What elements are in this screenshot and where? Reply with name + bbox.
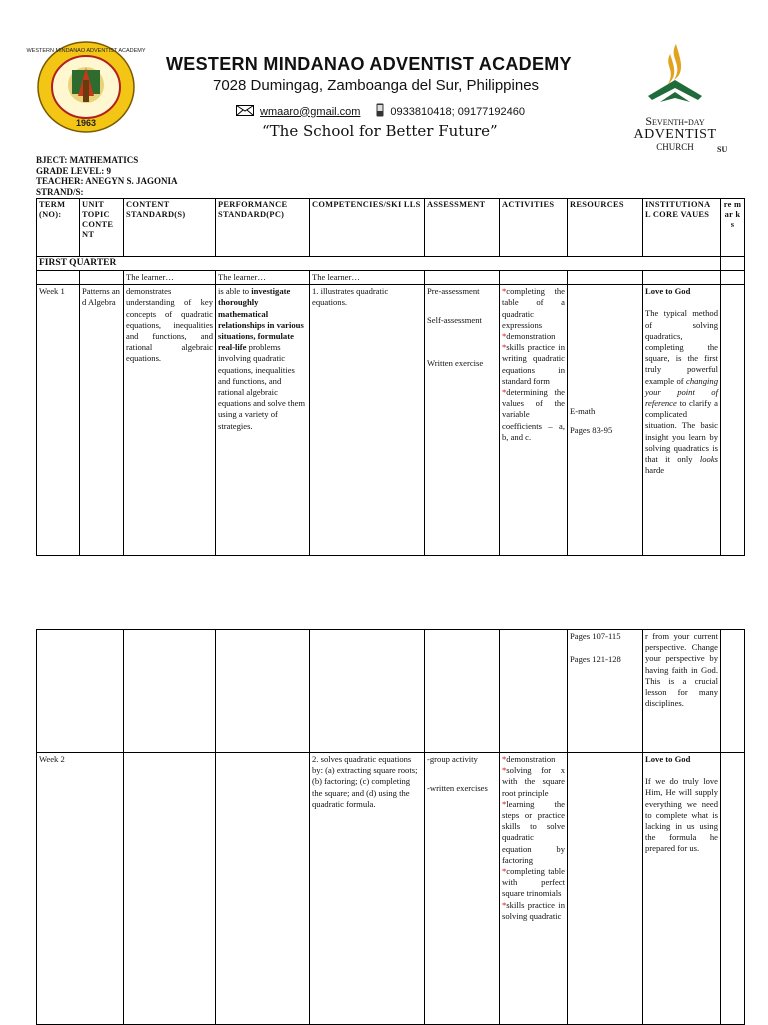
header-term: TERM (NO): xyxy=(37,199,80,257)
email-link[interactable]: wmaaro@gmail.com xyxy=(260,105,361,118)
learner-performance: The learner… xyxy=(216,271,310,285)
header-competencies: COMPETENCIES/SKI LLS xyxy=(310,199,425,257)
envelope-icon xyxy=(236,105,254,119)
week1-content: demonstrates understanding of key concepts of quadratic equations, inequalities and functions, and rational algebraic equations. xyxy=(124,285,216,556)
subject: BJECT: MATHEMATICS xyxy=(36,155,139,165)
week2-activities: *demonstration *solving for x with the square root principle *learning the steps or practice skills to solve quadratic equation by factoring *completing table with perfect square trinomials *skills practice in solving quadratic xyxy=(500,753,568,1025)
school-seal-icon xyxy=(26,40,146,134)
sda-flame-logo-icon xyxy=(630,40,720,115)
phone-icon xyxy=(376,103,384,120)
week1-competency: 1. illustrates quadratic equations. xyxy=(310,285,425,556)
week1-resources: E-math Pages 83-95 xyxy=(568,285,643,556)
header-unit: UNIT TOPIC CONTE NT xyxy=(80,199,124,257)
school-motto: “The School for Better Future” xyxy=(262,122,498,140)
cont-resources: Pages 107-115 Pages 121-128 xyxy=(568,630,643,753)
week1-assessment: Pre-assessment Self-assessment Written exercise xyxy=(425,285,500,556)
seal-text: WESTERN MINDANAO ADVENTIST ACADEMY xyxy=(26,48,146,54)
curriculum-table-page2 xyxy=(36,629,745,1025)
continuation-row xyxy=(37,630,745,753)
strand: STRAND/S: xyxy=(36,186,84,197)
corner-text: SU xyxy=(717,145,728,154)
curriculum-table-page1 xyxy=(36,198,745,556)
quarter-row xyxy=(37,257,745,271)
seal-year: 1963 xyxy=(75,118,97,128)
header-core-values: INSTITUTIONA L CORE VAUES xyxy=(643,199,721,257)
grade-level: GRADE LEVEL: 9 xyxy=(36,165,112,176)
cont-core-values: r from your current perspective. Change your perspective by having faith in God. This is a crucial lesson for many disciplines. xyxy=(643,630,721,753)
learner-content: The learner… xyxy=(124,271,216,285)
week2-core-values: Love to God If we do truly love Him, He will supply everything we need to complete what is lacking in us using the formula he prepared for us. xyxy=(643,753,721,1025)
week1-unit: Patterns and Algebra xyxy=(80,285,124,556)
school-address: 7028 Dumingag, Zamboanga del Sur, Philippines xyxy=(213,77,540,94)
week1-term: Week 1 xyxy=(37,285,80,556)
phone-numbers: 0933810418; 09177192460 xyxy=(390,105,526,118)
contact-line xyxy=(236,103,525,120)
header-activities: ACTIVITIES xyxy=(500,199,568,257)
document-meta xyxy=(36,155,178,197)
header-resources: RESOURCES xyxy=(568,199,643,257)
learner-competencies: The learner… xyxy=(310,271,425,285)
week1-core-values: Love to God The typical method of solving quadratics, completing the square, is the first truly powerful example of changing your point of reference to clarify a complicated situation. The basic insight you learn by solving quadratics is that it only looks harde xyxy=(643,285,721,556)
header-remarks: re m ar k s xyxy=(721,199,745,257)
week2-assessment: -group activity -written exercises xyxy=(425,753,500,1025)
header-assessment: ASSESSMENT xyxy=(425,199,500,257)
week1-activities: *completing the table of a quadratic expressions *demonstration *skills practice in writing quadratic equations in standard form *determining the values of the variable coefficients – a, b, and c. xyxy=(500,285,568,556)
teacher: TEACHER: ANEGYN S. JAGONIA xyxy=(36,176,178,186)
week1-performance: is able to investigate thoroughly mathematical relationships in various situations, formulate real-life problems involving quadratic equations, inequalities and functions, and rational algebraic equations and solve them using a variety of strategies. xyxy=(216,285,310,556)
sda-line3: CHURCH xyxy=(656,142,694,152)
sda-line1: Seventh-day xyxy=(645,114,705,128)
quarter-label: FIRST QUARTER xyxy=(37,257,721,271)
week2-competency: 2. solves quadratic equations by: (a) extracting square roots; (b) factoring; (c) completing the square; and (d) using the quadratic formula. xyxy=(310,753,425,1025)
school-name: WESTERN MINDANAO ADVENTIST ACADEMY xyxy=(166,54,572,74)
week2-row xyxy=(37,753,745,1025)
table-header-row xyxy=(37,199,745,257)
week2-term: Week 2 xyxy=(37,753,124,1025)
learner-row xyxy=(37,271,745,285)
header-content: CONTENT STANDARD(S) xyxy=(124,199,216,257)
header-performance: PERFORMANCE STANDARD(PC) xyxy=(216,199,310,257)
sda-logo xyxy=(630,40,720,152)
sda-line2: ADVENTIST xyxy=(633,127,717,142)
week1-row xyxy=(37,285,745,556)
